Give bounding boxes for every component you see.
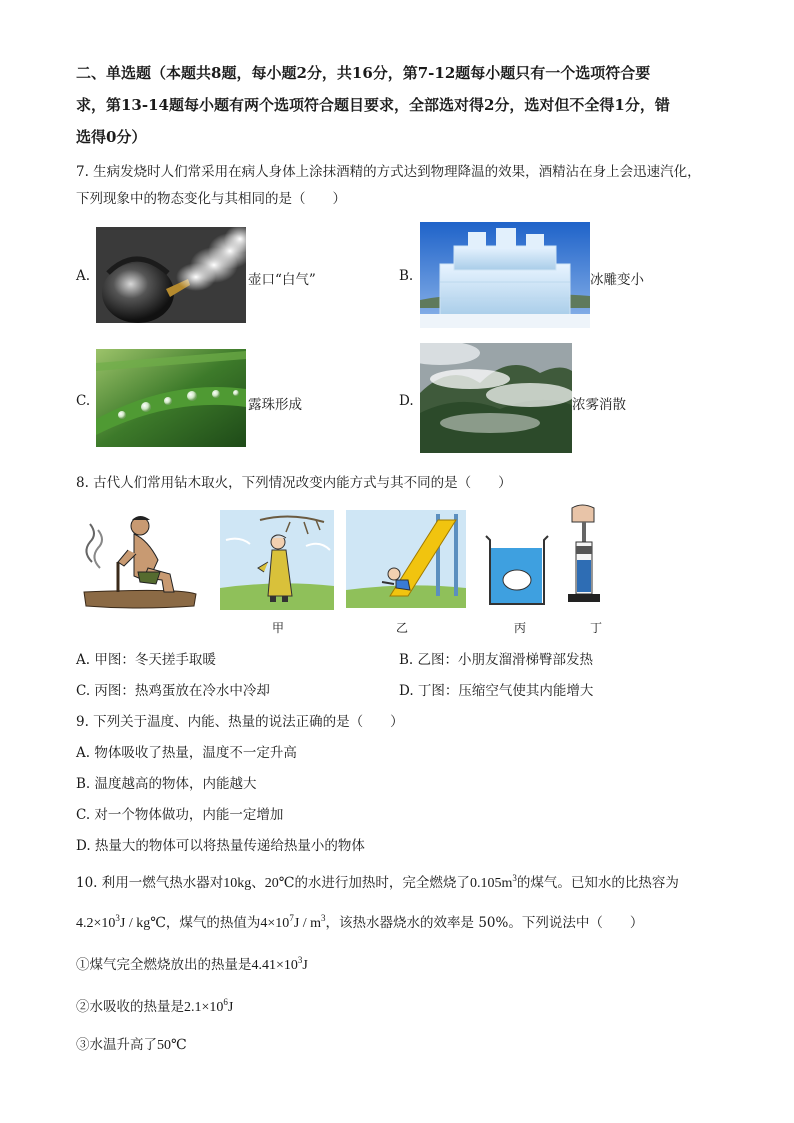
q7-stem-line1: 7. 生病发烧时人们常采用在病人身体上涂抹酒精的方式达到物理降温的效果，酒精沾在身上会迅速汽化，	[76, 164, 701, 180]
q7-option-a-letter: A.	[76, 268, 91, 284]
q10-gas-volume: $0.105m^3$	[469, 873, 517, 891]
section-heading-line2: 求，第13-14题每小题有两个选项符合题目要求，全部选对得2分，选对但不全得1分，错	[76, 96, 670, 114]
q9-option-b: B. 温度越高的物体，内能越大	[76, 776, 257, 792]
q10-text: ，煤气的热值为	[165, 915, 261, 931]
section-heading-line1: 二、单选题（本题共8题，每小题2分，共16分，第7-12题每小题只有一个选项符合要	[76, 64, 651, 82]
q7-option-b-letter: B.	[399, 268, 414, 284]
q9-option-c: C. 对一个物体做功，内能一定增加	[76, 807, 284, 823]
dew-drops-photo	[96, 349, 246, 447]
q10-heat-value: $4\times 10^7J / m^3$	[260, 913, 326, 931]
q10-item-3: ③水温升高了50℃	[76, 1037, 187, 1053]
q10-text: 的煤气。已知水的比热容为	[516, 875, 679, 891]
q10-item-2: ②水吸收的热量是$2.1\times 10^6J$	[76, 997, 234, 1015]
rubbing-hands-illustration	[220, 510, 334, 610]
fog-mountain-photo	[420, 343, 572, 453]
q8-stem: 8. 古代人们常用钻木取火，下列情况改变内能方式与其不同的是（ ）	[76, 475, 512, 491]
q10-stem-line2	[76, 911, 643, 932]
q10-stem-line1	[76, 871, 679, 892]
q7-option-c-text: 露珠形成	[248, 397, 302, 413]
q10-text: ，该热水器烧水的效率是 50%。下列说法中（ ）	[325, 915, 644, 931]
q7-stem-line2: 下列现象中的物态变化与其相同的是（ ）	[76, 191, 346, 207]
figure-caption-ding: 丁	[590, 621, 603, 635]
q10-mass: 10kg	[223, 876, 252, 891]
q9-stem: 9. 下列关于温度、内能、热量的说法正确的是（ ）	[76, 714, 404, 730]
q10-specific-heat: $4.2\times 10^3J$ / kg℃	[76, 913, 166, 931]
caveman-drill-illustration	[78, 512, 200, 610]
q7-option-b-text: 冰雕变小	[590, 272, 644, 288]
q10-text: 的水进行加热时，完全燃烧了	[294, 875, 470, 891]
ice-sculpture-photo	[420, 222, 590, 328]
q8-option-a: A. 甲图：冬天搓手取暖	[76, 652, 216, 668]
figure-caption-yi: 乙	[396, 621, 409, 635]
q9-option-a: A. 物体吸收了热量，温度不一定升高	[76, 745, 297, 761]
q9-option-d: D. 热量大的物体可以将热量传递给热量小的物体	[76, 838, 365, 854]
kettle-steam-photo	[96, 227, 246, 323]
q7-option-a-text: 壶口“白气”	[248, 272, 316, 288]
air-compression-illustration	[562, 502, 606, 606]
section-heading-line3: 选得0分）	[76, 128, 147, 146]
q8-option-d: D. 丁图：压缩空气使其内能增大	[399, 683, 594, 699]
q7-option-d-text: 浓雾消散	[572, 397, 626, 413]
q8-option-b: B. 乙图：小朋友溜滑梯臀部发热	[399, 652, 594, 668]
q8-option-c: C. 丙图：热鸡蛋放在冷水中冷却	[76, 683, 270, 699]
q10-item-1: ①煤气完全燃烧放出的热量是$4.41\times 10^3J$	[76, 955, 308, 973]
slide-illustration	[346, 510, 466, 608]
beaker-egg-illustration	[484, 532, 550, 608]
q7-option-c-letter: C.	[76, 393, 91, 409]
figure-caption-bing: 丙	[514, 621, 527, 635]
q10-text: 10. 利用一燃气热水器对	[76, 875, 224, 891]
q10-initial-temp: 20℃	[264, 876, 295, 891]
q7-option-d-letter: D.	[399, 393, 414, 409]
figure-caption-jia: 甲	[272, 621, 285, 635]
q10-text: 、	[251, 875, 265, 891]
